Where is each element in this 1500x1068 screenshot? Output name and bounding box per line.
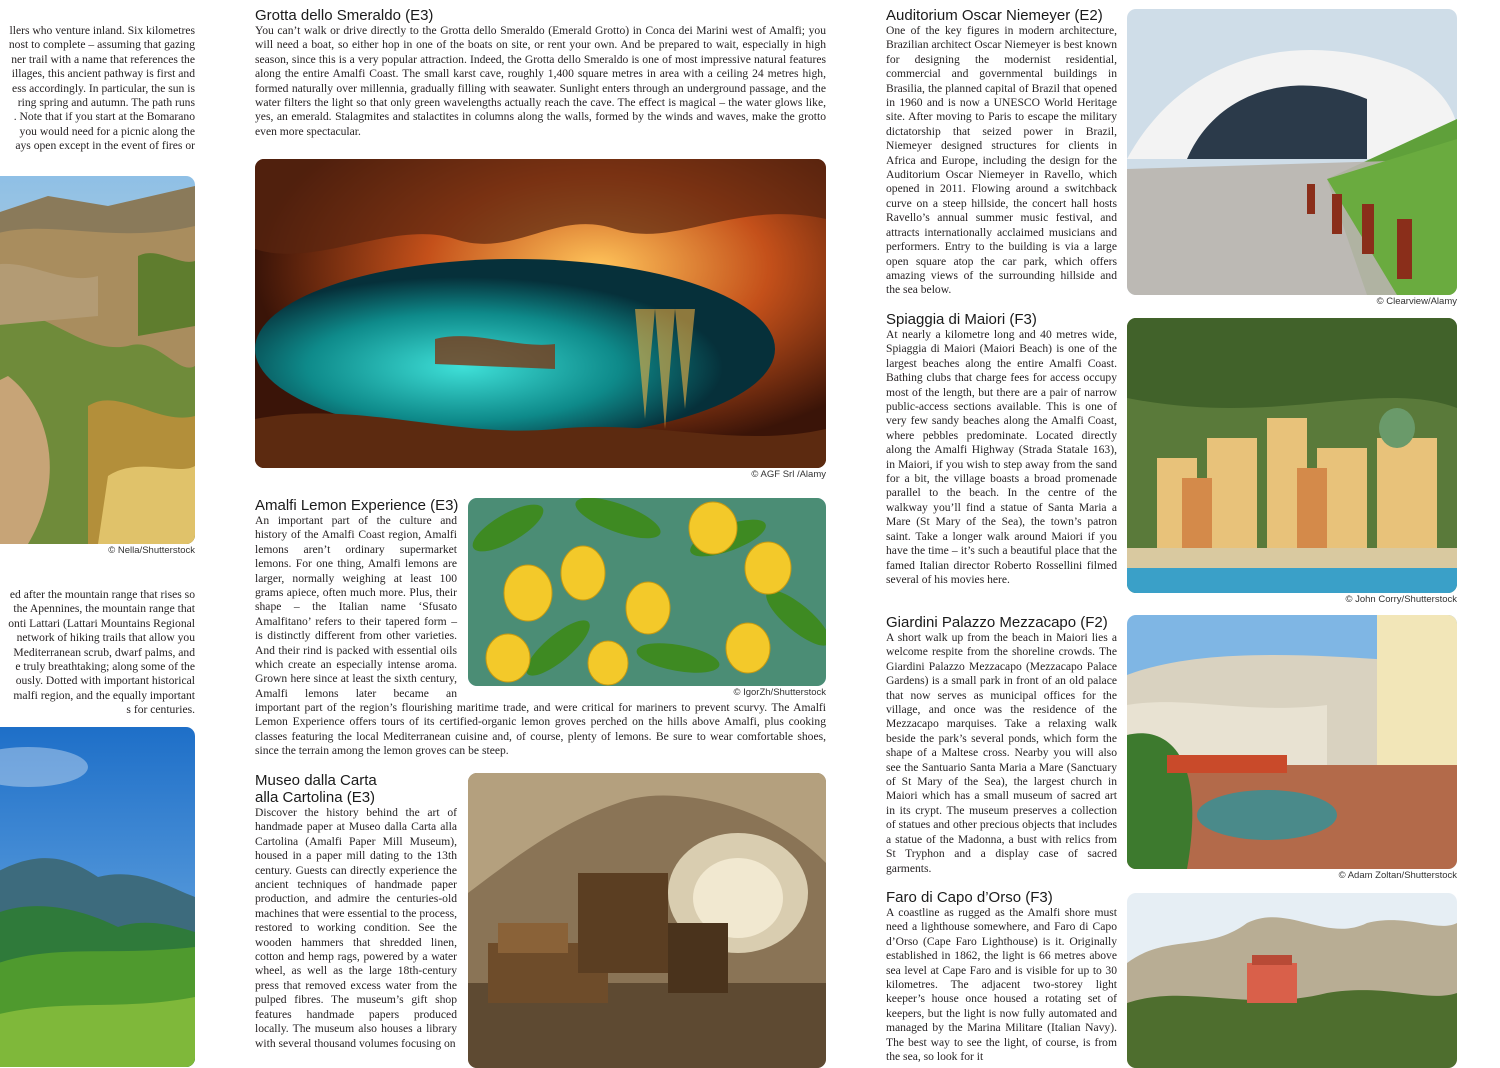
left-middle-text-line: ously. Dotted with important historical bbox=[15, 674, 195, 688]
left-top-text-line: ring spring and autumn. The path runs bbox=[17, 96, 195, 110]
grotta-photo-credit: © AGF Srl /Alamy bbox=[751, 469, 826, 480]
lemon-body-narrow: An important part of the culture and history of the Amalfi Coast region, Amalfi lemons aren’t ordinary supermarket lemons. For one thing, Amalfi lemons are larger, normally weighing at least 100 grams apiece, often much more. Plus, their shape – the Italian name ‘Sfusato Amalfitano’ refers to their tapered form – is distinctly different from other varieties. And their rind is packed with essential oils which create an especially intense aroma. Grown here since at least the sixth century, Amalfi lemons later became an bbox=[255, 514, 457, 700]
giardini-photo-credit: © Adam Zoltan/Shutterstock bbox=[1338, 870, 1457, 881]
paper-mill-photo bbox=[468, 773, 826, 1068]
lemon-photo-credit: © IgorZh/Shutterstock bbox=[733, 687, 826, 698]
left-column-top-text bbox=[0, 24, 195, 154]
auditorium-body: One of the key figures in modern architecture, Brazilian architect Oscar Niemeyer is best known for designing the modernist residential, commercial and governmental buildings in Brasilia, the planned capital of Brazil that opened in 1960 and is now a UNESCO World Heritage site. After moving to Paris to escape the military dictatorship that seized power in Brazil, Niemeyer designed structures for clients in Africa and Europe, including the design for the Auditorium Oscar Niemeyer in Ravello, which opened in 2011. Flowing around a switchback curve on a steep hillside, the concert hall hosts Ravello’s annual summer music festival, and attracts internationally acclaimed musicians and performers. Entry to the building is via a large open square atop the car park, which offers amazing views of the surrounding hillside and the sea below. bbox=[886, 24, 1117, 297]
maiori-section bbox=[886, 311, 1117, 587]
left-middle-text-line: network of hiking trails that allow you bbox=[16, 631, 195, 645]
maiori-photo-credit: © John Corry/Shutterstock bbox=[1345, 594, 1457, 605]
left-top-text-line: ess accordingly. In particular, the sun is bbox=[12, 81, 195, 95]
left-top-text-line: . Note that if you start at the Bomarano bbox=[13, 110, 195, 124]
faro-body: A coastline as rugged as the Amalfi shore must need a lighthouse somewhere, and Faro di Capo d’Orso (Cape Faro Lighthouse) is it. Originally established in 1862, the light is 66 metres above sea level at Cape Faro and is visible for up to 30 kilometres. The adjacent two-storey light keeper’s house once housed a rotating set of keepers, but the light is now fully automated and managed by the Marina Militare (Italian Navy). The best way to see the light, of course, is from the sea, so look for it bbox=[886, 906, 1117, 1064]
left-top-text-line: you would need for a picnic along the bbox=[19, 124, 195, 138]
left-middle-text-line: the Apennines, the mountain range that bbox=[13, 602, 195, 616]
lemon-section bbox=[255, 497, 457, 701]
giardini-section bbox=[886, 614, 1117, 876]
left-middle-text-line: Mediterranean scrub, dwarf palms, and bbox=[13, 645, 195, 659]
grotta-section bbox=[255, 7, 826, 139]
auditorium-photo-credit: © Clearview/Alamy bbox=[1376, 296, 1457, 307]
hiking-trail-photo bbox=[0, 176, 195, 544]
lemon-photo bbox=[468, 498, 826, 686]
faro-section bbox=[886, 889, 1117, 1064]
museo-body: Discover the history behind the art of handmade paper at Museo dalla Carta alla Cartolina (Amalfi Paper Mill Museum), housed in a paper mill dating to the 13th century. Guests can directly experience the ancient techniques of handmade paper production, and admire the centuries-old machines that were essential to the process, restored to working condition. See the wooden hammers that shredded linen, cotton and hemp rags, powered by a water wheel, as well as the large 18th-century press that removed excess water from the pulped fibres. The museum’s gift shop features handmade papers produced locally. The museum also houses a library with several thousand volumes focusing on bbox=[255, 806, 457, 1050]
museo-title-line2: alla Cartolina (E3) bbox=[255, 789, 376, 806]
auditorium-title: Auditorium Oscar Niemeyer (E2) bbox=[886, 7, 1103, 24]
left-column-middle-text bbox=[0, 588, 195, 718]
maiori-body: At nearly a kilometre long and 40 metres wide, Spiaggia di Maiori (Maiori Beach) is one of the largest beaches along the entire Amalfi Coast. Bathing clubs that charge fees for access occupy most of the length, but there are a pair of narrow public-access sections available. This is one of very few sandy beaches along the Amalfi Coast, where pebbles predominate. Located directly along the Amalfi Highway (Strada Statale 163), in Maiori, if you wish to step away from the sand for a bit, the village boasts a broad promenade parallel to the beach. In the centre of the walkway you’ll find a statue of Santa Maria a Mare (St Mary of the Sea), the town’s patron saint. Take a longer walk around Maiori if you have the time – it’s such a beautiful place that the famed Italian director Roberto Rossellini filmed several of his movies here. bbox=[886, 328, 1117, 586]
grotta-body: You can’t walk or drive directly to the Grotta dello Smeraldo (Emerald Grotto) in Conca dei Marini west of Amalfi; you will need a boat, so either hop in one of the boats on site, or rent your own. And be prepared to wait, especially in high season, since this is a very popular attraction. Indeed, the Grotta dello Smeraldo is one of most impressive natural features along the entire Amalfi Coast. The small karst cave, roughly 1,400 square metres in area with a ceiling 24 metres high, formed naturally over millennia, gradually filling with seawater. Sunlight enters through an underground passage, and the water filters the light so that only green wavelengths actually reach the cave. The effect is magical – the water glows like, yes, an emerald. Stalagmites and stalactites in columns along the walls, formed by the winds and waves, make the grotto even more spectacular. bbox=[255, 24, 826, 138]
grotta-photo bbox=[255, 159, 826, 468]
left-middle-text-line: malfi region, and the equally important bbox=[13, 688, 195, 702]
giardini-title: Giardini Palazzo Mezzacapo (F2) bbox=[886, 614, 1108, 631]
lemon-title: Amalfi Lemon Experience (E3) bbox=[255, 497, 459, 514]
hiking-photo-credit: © Nella/Shutterstock bbox=[108, 545, 195, 556]
left-middle-text-line: s for centuries. bbox=[126, 703, 195, 717]
left-top-text-line: ner trail with a name that references the bbox=[11, 52, 195, 66]
left-top-text-line: illages, this ancient pathway is first and bbox=[11, 67, 195, 81]
auditorium-photo bbox=[1127, 9, 1457, 295]
lemon-body-wide: important part of the region’s flourishing maritime trade, and were critical for mariners to prevent scurvy. The Amalfi Lemon Experience offers tours of its certified-organic lemon groves perched on the hills above Amalfi, plus cooking classes featuring the local Mediterranean cuisine and, of course, plenty of lemons. Be sure to wear comfortable shoes, since the terrain among the lemon groves can be steep. bbox=[255, 701, 826, 758]
left-middle-text-line: e truly breathtaking; along some of the bbox=[15, 660, 195, 674]
museo-title-line1: Museo dalla Carta bbox=[255, 772, 377, 789]
left-middle-text-line: ed after the mountain range that rises so bbox=[9, 588, 195, 601]
left-top-text-line: nost to complete – assuming that gazing bbox=[8, 38, 195, 52]
auditorium-section bbox=[886, 7, 1117, 298]
grotta-title: Grotta dello Smeraldo (E3) bbox=[255, 7, 434, 24]
maiori-title: Spiaggia di Maiori (F3) bbox=[886, 311, 1037, 328]
giardini-photo bbox=[1127, 615, 1457, 869]
giardini-body: A short walk up from the beach in Maiori lies a welcome respite from the shoreline crowds. The Giardini Palazzo Mezzacapo (Mezzacapo Palace Gardens) is a small park in front of an old palace that now serves as municipal offices for the village, and once was the residence of the Mezzacapo marquises. Take a relaxing walk beside the park’s several ponds, which form the shape of a Maltese cross. Nearby you will also see the Santuario Santa Maria a Mare (Sanctuary of St Mary of the Sea), the largest church in Maiori which has a small museum of sacred art in its crypt. The museum preserves a collection of statues and other precious objects that includes a statue of the Madonna, a bust with relics from St Tryphon and a display case of sacred garments. bbox=[886, 631, 1117, 875]
faro-title: Faro di Capo d’Orso (F3) bbox=[886, 889, 1053, 906]
left-top-text-line: llers who venture inland. Six kilometres bbox=[9, 24, 195, 37]
faro-photo bbox=[1127, 893, 1457, 1068]
left-top-text-line: ays open except in the event of fires or bbox=[15, 139, 195, 153]
mountains-photo bbox=[0, 727, 195, 1067]
maiori-photo bbox=[1127, 318, 1457, 593]
left-middle-text-line: onti Lattari (Lattari Mountains Regional bbox=[8, 616, 195, 630]
museo-section bbox=[255, 772, 457, 1051]
